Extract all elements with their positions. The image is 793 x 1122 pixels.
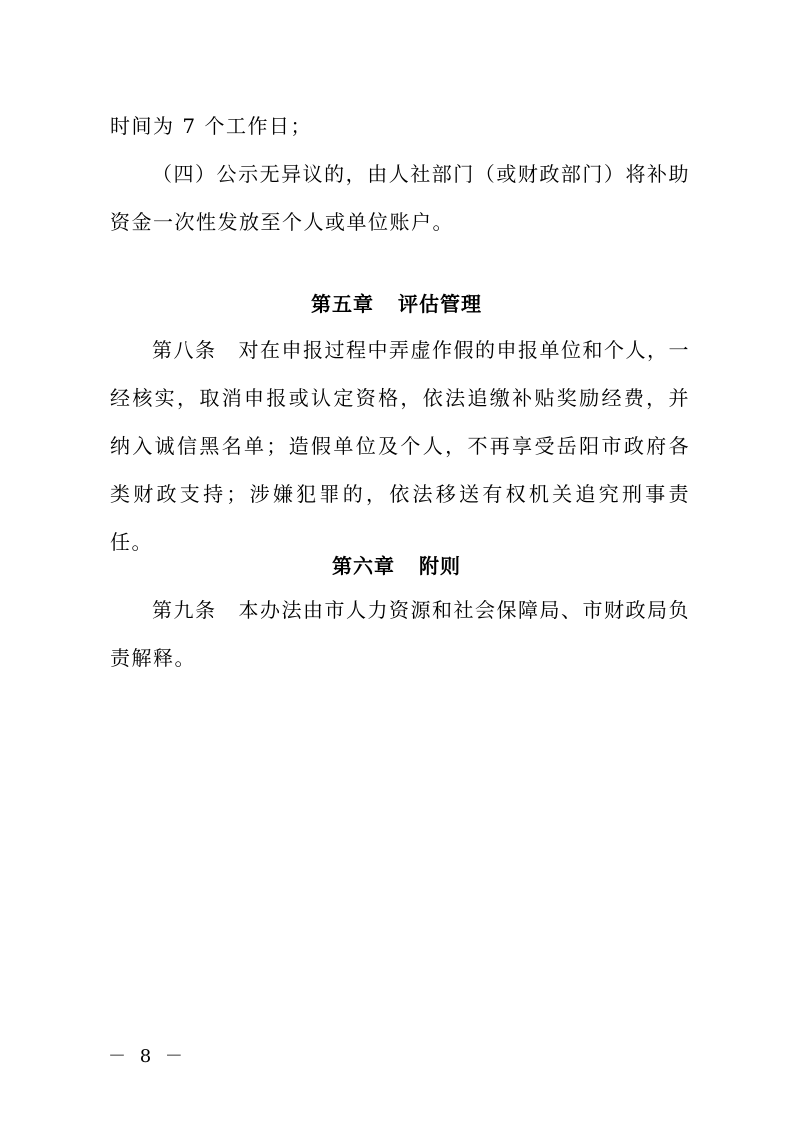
chapter-five-title: 评估管理 bbox=[398, 292, 482, 316]
paragraph-time-limit-text: 时间为 7 个工作日； bbox=[110, 114, 312, 138]
article-eight bbox=[110, 326, 690, 566]
chapter-six-heading bbox=[0, 550, 793, 579]
paragraph-item-four bbox=[110, 150, 690, 246]
article-nine-label: 第九条 bbox=[152, 598, 217, 622]
paragraph-time-limit bbox=[110, 102, 690, 150]
article-eight-label: 第八条 bbox=[152, 338, 217, 362]
paragraph-item-four-text: （四）公示无异议的，由人社部门（或财政部门）将补助资金一次性发放至个人或单位账户。 bbox=[110, 162, 690, 234]
article-nine bbox=[110, 586, 690, 682]
chapter-five-number: 第五章 bbox=[311, 292, 374, 316]
article-nine-text: 本办法由市人力资源和社会保障局、市财政局负责解释。 bbox=[110, 598, 690, 670]
page-number: － 8 － bbox=[108, 1046, 187, 1067]
chapter-six-title: 附则 bbox=[419, 554, 461, 578]
chapter-six-number: 第六章 bbox=[332, 554, 395, 578]
chapter-five-heading bbox=[0, 288, 793, 317]
article-eight-text: 对在申报过程中弄虚作假的申报单位和个人，一经核实，取消申报或认定资格，依法追缴补贴奖励经费，并纳入诚信黑名单；造假单位及个人，不再享受岳阳市政府各类财政支持；涉嫌犯罪的，依法移送有权机关追究刑事责任。 bbox=[110, 338, 690, 554]
